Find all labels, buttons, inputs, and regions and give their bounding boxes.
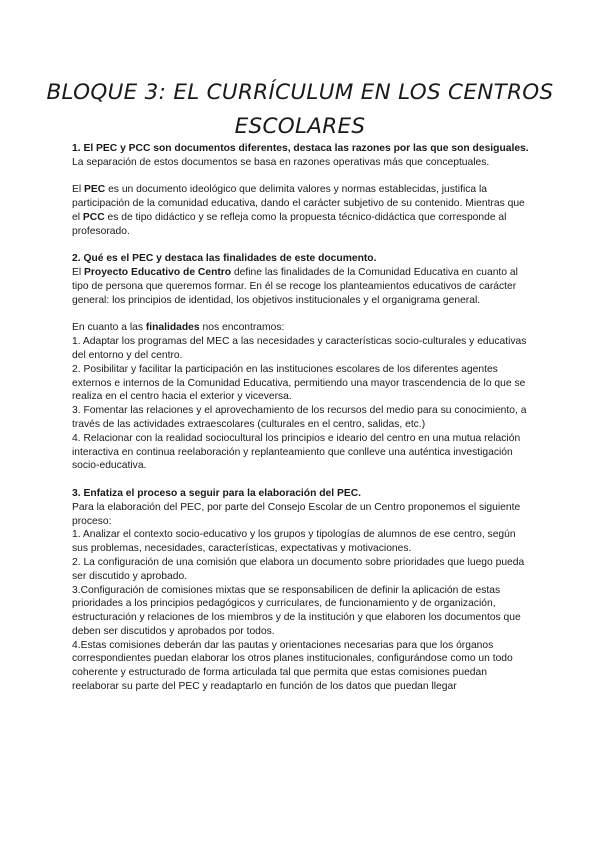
list-item: 4. Relacionar con la realidad sociocultural los principios e ideario del centro en una mutua relación interactiva en continua reelaboración y replanteamiento que conlleve una auténtica investigación socio-educativa. xyxy=(72,432,521,472)
page-title-line-1: BLOQUE 3: EL CURRÍCULUM EN LOS CENTROS xyxy=(46,80,554,105)
section-3-heading: 3. Enfatiza el proceso a seguir para la elaboración del PEC. xyxy=(72,487,361,499)
section-2-heading: 2. Qué es el PEC y destaca las finalidades de este documento. xyxy=(72,253,377,265)
section-1-paragraph-2: El PEC es un documento ideológico que delimita valores y normas establecidas, justifica la participación de la comunidad educativa, dando el carácter subjetivo de su contenido. Mientras que el PCC es de tipo didáctico y se refleja como la propuesta técnico-didáctica que corresponde al profesorado. xyxy=(72,184,525,237)
page-title-line-2: ESCOLARES xyxy=(234,114,366,139)
section-2-paragraph-2: En cuanto a las finalidades nos encontramos: xyxy=(72,322,285,334)
list-item: 2. La configuración de una comisión que elabora un documento sobre prioridades que luego pueda ser discutido y aprobado. xyxy=(72,556,525,582)
list-item: 1. Analizar el contexto socio-educativo y los grupos y tipologías de alumnos de ese centro, según sus problemas, necesidades, características, expectativas y motivaciones. xyxy=(72,529,516,555)
document-body xyxy=(72,142,534,694)
list-item: 4.Estas comisiones deberán dar las pautas y orientaciones necesarias para que los órganos correspondientes puedan elaborar los otros planes institucionales, configurándose como un todo coherente y estructurado de forma articulada tal que permita que estas comisiones puedan reelaborar su parte del PEC y readaptarlo en función de los datos que puedan llegar xyxy=(72,639,513,693)
section-1-paragraph-1: La separación de estos documentos se basa en razones operativas más que conceptuales. xyxy=(72,156,490,168)
section-1-heading: 1. El PEC y PCC son documentos diferentes, destaca las razones por las que son desiguales. xyxy=(72,143,529,154)
list-item: 3. Fomentar las relaciones y el aprovechamiento de los recursos del medio para su conocimiento, a través de las actividades extraescolares (culturales en el centro, salidas, etc.) xyxy=(72,405,527,430)
list-item: 3.Configuración de comisiones mixtas que se responsabilicen de definir la aplicación de estas prioridades a los principios pedagógicos y curriculares, de funcionamiento y de organización, estructuración y relaciones de los miembros y de la institución y que elaboren los documentos que deben ser discutidos y aprobados por todos. xyxy=(72,584,521,637)
list-item: 2. Posibilitar y facilitar la participación en las instituciones escolares de los diferentes agentes externos e internos de la Comunidad Educativa, permitiendo una mayor trascendencia de lo que se realiza en el centro hacia el exterior y viceversa. xyxy=(72,363,526,403)
section-3-paragraph-1: Para la elaboración del PEC, por parte del Consejo Escolar de un Centro proponemos el siguiente proceso: xyxy=(72,501,521,527)
section-2-paragraph-1: El Proyecto Educativo de Centro define las finalidades de la Comunidad Educativa en cuanto al tipo de persona que queremos formar. En él se recoge los planteamientos educativos de carácter general: los principios de identidad, los objetivos institucionales y el organigrama general. xyxy=(72,267,518,306)
list-item: 1. Adaptar los programas del MEC a las necesidades y características socio-culturales y educativas del entorno y del centro. xyxy=(72,336,527,361)
